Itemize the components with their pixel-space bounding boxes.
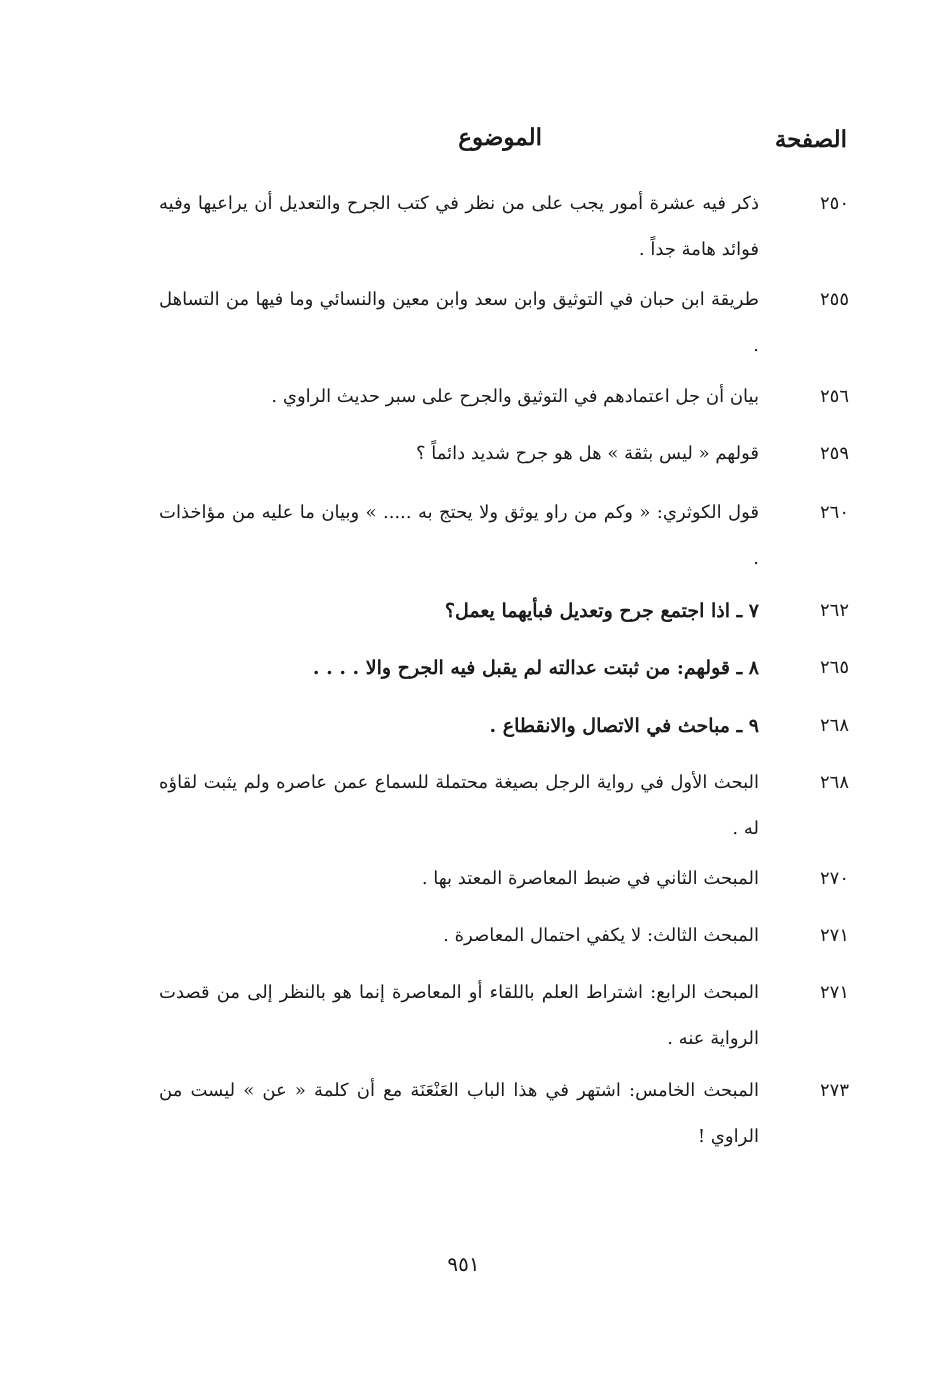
toc-entry: [149, 1068, 849, 1160]
toc-entry: [149, 913, 849, 959]
entry-page-number: ٢٧١: [819, 982, 849, 1003]
entry-text: قولهم « ليس بثقة » هل هو جرح شديد دائماً ؟: [415, 443, 759, 464]
page-number-footer: ٩٥١: [447, 1252, 480, 1276]
entry-text: ٩ ـ مباحث في الاتصال والانقطاع .: [489, 715, 759, 737]
entry-page-number: ٢٥٠: [819, 193, 849, 214]
toc-section-entry: [149, 645, 849, 691]
entry-text: المبحث الخامس: اشتهر في هذا الباب العَنْعَنَة مع أن كلمة « عن » ليست من الراوي !: [159, 1080, 759, 1147]
entry-text: البحث الأول في رواية الرجل بصيغة محتملة للسماع عمن عاصره ولم يثبت لقاؤه له .: [159, 772, 759, 839]
page-column-header: الصفحة: [774, 126, 847, 153]
entry-text: ذكر فيه عشرة أمور يجب على من نظر في كتب الجرح والتعديل أن يراعيها وفيه فوائد هامة جداً .: [159, 193, 759, 260]
entry-text: بيان أن جل اعتمادهم في التوثيق والجرح على سبر حديث الراوي .: [271, 386, 759, 407]
entry-page-number: ٢٦٨: [819, 715, 849, 736]
entry-page-number: ٢٦٠: [819, 502, 849, 523]
toc-entry: [149, 970, 849, 1062]
entry-page-number: ٢٧٣: [819, 1080, 849, 1101]
toc-entry: [149, 760, 849, 852]
entry-page-number: ٢٦٨: [819, 772, 849, 793]
toc-section-entry: [149, 588, 849, 634]
toc-entry: [149, 856, 849, 902]
entry-page-number: ٢٧٠: [819, 868, 849, 889]
entry-text: المبحث الثاني في ضبط المعاصرة المعتد بها .: [421, 868, 759, 889]
entry-text: المبحث الرابع: اشتراط العلم باللقاء أو المعاصرة إنما هو بالنظر إلى من قصدت الرواية عنه .: [159, 982, 759, 1049]
topic-column-header: الموضوع: [458, 124, 542, 151]
entry-page-number: ٢٥٩: [819, 443, 849, 464]
entry-page-number: ٢٧١: [819, 925, 849, 946]
entry-page-number: ٢٦٢: [819, 600, 849, 621]
entry-text: قول الكوثري: « وكم من راو يوثق ولا يحتج به ..... » وبيان ما عليه من مؤاخذات .: [159, 502, 759, 569]
entry-text: ٨ ـ قولهم: من ثبتت عدالته لم يقبل فيه الجرح والا . . . .: [312, 657, 759, 679]
toc-entry: [149, 490, 849, 582]
toc-section-entry: [149, 703, 849, 749]
entry-page-number: ٢٥٥: [819, 289, 849, 310]
entry-page-number: ٢٦٥: [819, 657, 849, 678]
entry-text: ٧ ـ اذا اجتمع جرح وتعديل فبأيهما يعمل؟: [444, 600, 759, 622]
toc-entry: [149, 374, 849, 420]
toc-entry: [149, 277, 849, 369]
entry-text: المبحث الثالث: لا يكفي احتمال المعاصرة .: [443, 925, 759, 946]
entry-page-number: ٢٥٦: [819, 386, 849, 407]
entry-text: طريقة ابن حبان في التوثيق وابن سعد وابن معين والنسائي وما فيها من التساهل .: [159, 289, 759, 356]
toc-entry: [149, 431, 849, 477]
toc-entry: [149, 181, 849, 273]
